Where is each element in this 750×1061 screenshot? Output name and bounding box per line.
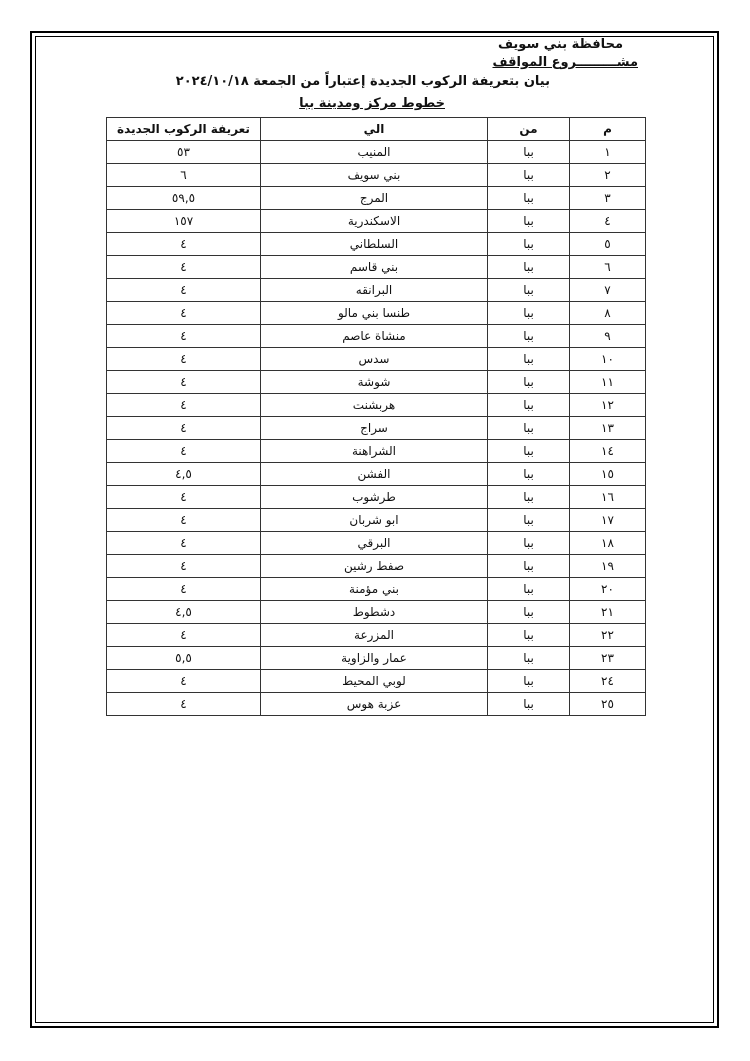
- cell-to: سراج: [261, 417, 488, 440]
- cell-from: ببا: [488, 302, 570, 325]
- cell-from: ببا: [488, 233, 570, 256]
- table-row: [107, 509, 646, 532]
- cell-fare: ٤,٥: [107, 601, 261, 624]
- cell-number: ٢٠: [570, 578, 646, 601]
- cell-fare: ٤: [107, 348, 261, 371]
- table-row: [107, 693, 646, 716]
- project-name: مشـــــــــروع المواقف: [492, 55, 638, 70]
- cell-to: شوشة: [261, 371, 488, 394]
- cell-number: ١: [570, 141, 646, 164]
- cell-from: ببا: [488, 601, 570, 624]
- cell-number: ٢: [570, 164, 646, 187]
- cell-number: ١٧: [570, 509, 646, 532]
- cell-to: المنيب: [261, 141, 488, 164]
- cell-number: ١١: [570, 371, 646, 394]
- table-row: [107, 348, 646, 371]
- cell-to: ابو شربان: [261, 509, 488, 532]
- cell-to: بني سويف: [261, 164, 488, 187]
- cell-from: ببا: [488, 440, 570, 463]
- cell-number: ٣: [570, 187, 646, 210]
- table-row: [107, 279, 646, 302]
- cell-to: الاسكندرية: [261, 210, 488, 233]
- table-row: [107, 578, 646, 601]
- cell-number: ٨: [570, 302, 646, 325]
- table-header-row: [107, 118, 646, 141]
- cell-fare: ٤: [107, 532, 261, 555]
- fare-table: [106, 117, 646, 716]
- cell-to: السلطاني: [261, 233, 488, 256]
- table-row: [107, 164, 646, 187]
- cell-from: ببا: [488, 187, 570, 210]
- table-row: [107, 233, 646, 256]
- cell-from: ببا: [488, 624, 570, 647]
- cell-to: لوبي المحيط: [261, 670, 488, 693]
- table-row: [107, 210, 646, 233]
- cell-to: سدس: [261, 348, 488, 371]
- cell-number: ٥: [570, 233, 646, 256]
- column-header-number: م: [570, 118, 646, 141]
- cell-to: صفط رشين: [261, 555, 488, 578]
- cell-from: ببا: [488, 394, 570, 417]
- cell-fare: ٤: [107, 486, 261, 509]
- cell-to: الشراهنة: [261, 440, 488, 463]
- cell-to: البرانقه: [261, 279, 488, 302]
- table-row: [107, 463, 646, 486]
- cell-from: ببا: [488, 164, 570, 187]
- table-row: [107, 532, 646, 555]
- table-row: [107, 601, 646, 624]
- cell-number: ٢٥: [570, 693, 646, 716]
- cell-fare: ٤: [107, 371, 261, 394]
- cell-from: ببا: [488, 210, 570, 233]
- table-row: [107, 187, 646, 210]
- table-row: [107, 624, 646, 647]
- cell-from: ببا: [488, 509, 570, 532]
- cell-to: هربشنت: [261, 394, 488, 417]
- document-subtitle: خطوط مركز ومدينة ببا: [299, 96, 445, 111]
- table-row: [107, 486, 646, 509]
- cell-number: ١٨: [570, 532, 646, 555]
- cell-fare: ٤: [107, 325, 261, 348]
- column-header-to: الي: [261, 118, 488, 141]
- table-row: [107, 141, 646, 164]
- cell-to: عزبة هوس: [261, 693, 488, 716]
- table-row: [107, 256, 646, 279]
- cell-from: ببا: [488, 670, 570, 693]
- governorate-name: محافظة بني سويف: [497, 37, 623, 52]
- cell-fare: ٥٣: [107, 141, 261, 164]
- table-row: [107, 371, 646, 394]
- cell-from: ببا: [488, 417, 570, 440]
- cell-fare: ٤: [107, 555, 261, 578]
- cell-from: ببا: [488, 532, 570, 555]
- cell-number: ١٥: [570, 463, 646, 486]
- cell-fare: ٤: [107, 693, 261, 716]
- cell-to: بني قاسم: [261, 256, 488, 279]
- table-row: [107, 302, 646, 325]
- cell-number: ١٢: [570, 394, 646, 417]
- column-header-fare: تعريفة الركوب الجديدة: [107, 118, 261, 141]
- table-row: [107, 394, 646, 417]
- cell-from: ببا: [488, 578, 570, 601]
- column-header-from: من: [488, 118, 570, 141]
- cell-from: ببا: [488, 486, 570, 509]
- cell-to: دشطوط: [261, 601, 488, 624]
- cell-fare: ٥,٥: [107, 647, 261, 670]
- cell-number: ٤: [570, 210, 646, 233]
- table-row: [107, 417, 646, 440]
- cell-from: ببا: [488, 279, 570, 302]
- cell-from: ببا: [488, 555, 570, 578]
- cell-fare: ٤: [107, 509, 261, 532]
- cell-fare: ٤: [107, 256, 261, 279]
- cell-number: ٦: [570, 256, 646, 279]
- cell-fare: ٤: [107, 233, 261, 256]
- cell-number: ٢٢: [570, 624, 646, 647]
- cell-number: ٧: [570, 279, 646, 302]
- cell-fare: ٥٩,٥: [107, 187, 261, 210]
- cell-number: ٢٤: [570, 670, 646, 693]
- cell-number: ١٦: [570, 486, 646, 509]
- cell-to: بني مؤمنة: [261, 578, 488, 601]
- cell-fare: ٤: [107, 417, 261, 440]
- cell-to: المرج: [261, 187, 488, 210]
- cell-from: ببا: [488, 348, 570, 371]
- cell-from: ببا: [488, 325, 570, 348]
- cell-number: ١٤: [570, 440, 646, 463]
- cell-from: ببا: [488, 647, 570, 670]
- cell-to: عمار والزاوية: [261, 647, 488, 670]
- cell-to: طنسا بني مالو: [261, 302, 488, 325]
- cell-number: ٢٣: [570, 647, 646, 670]
- cell-fare: ٤: [107, 624, 261, 647]
- cell-fare: ٤: [107, 302, 261, 325]
- table-row: [107, 555, 646, 578]
- table-row: [107, 440, 646, 463]
- cell-number: ١٣: [570, 417, 646, 440]
- cell-number: ٩: [570, 325, 646, 348]
- cell-to: طرشوب: [261, 486, 488, 509]
- cell-to: المزرعة: [261, 624, 488, 647]
- cell-number: ١٩: [570, 555, 646, 578]
- cell-fare: ٤: [107, 670, 261, 693]
- cell-fare: ٤: [107, 279, 261, 302]
- cell-fare: ٤,٥: [107, 463, 261, 486]
- cell-from: ببا: [488, 141, 570, 164]
- cell-to: الفشن: [261, 463, 488, 486]
- cell-number: ٢١: [570, 601, 646, 624]
- table-row: [107, 670, 646, 693]
- cell-number: ١٠: [570, 348, 646, 371]
- cell-from: ببا: [488, 256, 570, 279]
- cell-from: ببا: [488, 693, 570, 716]
- cell-fare: ٦: [107, 164, 261, 187]
- table-row: [107, 647, 646, 670]
- cell-fare: ٤: [107, 440, 261, 463]
- cell-fare: ٤: [107, 578, 261, 601]
- document-title: بيان بتعريفة الركوب الجديدة إعتباراً من الجمعة ٢٠٢٤/١٠/١٨: [175, 74, 550, 89]
- cell-to: منشاة عاصم: [261, 325, 488, 348]
- cell-from: ببا: [488, 371, 570, 394]
- cell-fare: ٤: [107, 394, 261, 417]
- cell-to: البرقي: [261, 532, 488, 555]
- cell-from: ببا: [488, 463, 570, 486]
- table-row: [107, 325, 646, 348]
- cell-fare: ١٥٧: [107, 210, 261, 233]
